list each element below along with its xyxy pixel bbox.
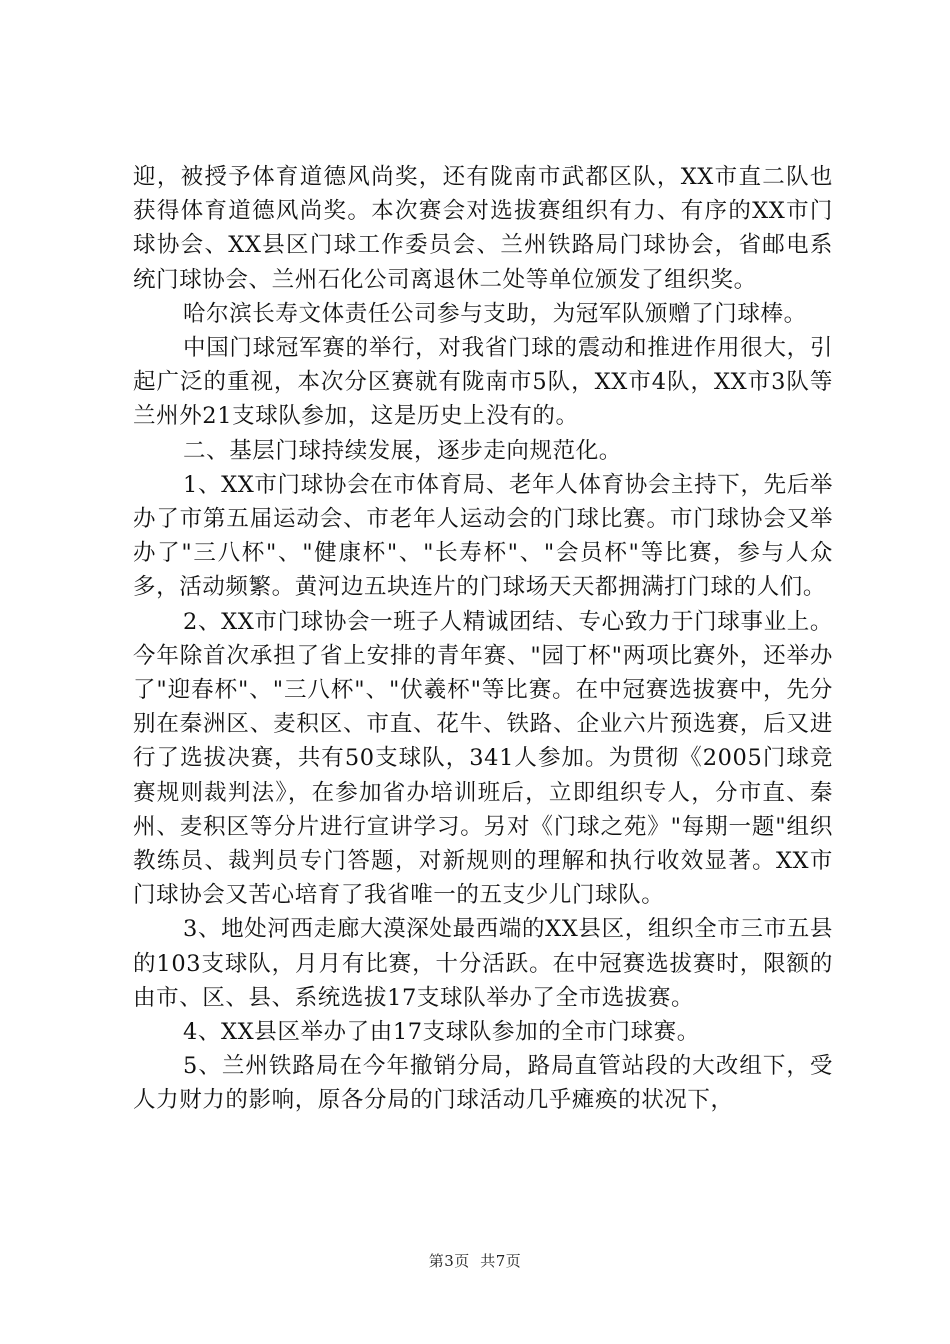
page-number: 第3页 共7页	[428, 1252, 522, 1270]
paragraph-item-5: 5、兰州铁路局在今年撤销分局，路局直管站段的大改组下，受人力财力的影响，原各分局的门球活动几乎瘫痪的状况下，	[133, 1053, 833, 1114]
paragraph-item-3: 3、地处河西走廊大漠深处最西端的XX县区，组织全市三市五县的103支球队，月月有比赛，十分活跃。在中冠赛选拔赛时，限额的由市、区、县、系统选拔17支球队举办了全市选拔赛。	[133, 916, 833, 1011]
paragraph-3: 中国门球冠军赛的举行，对我省门球的震动和推进作用很大，引起广泛的重视，本次分区赛就有陇南市5队，XX市4队，XX市3队等兰州外21支球队参加，这是历史上没有的。	[133, 335, 833, 430]
paragraph-item-4: 4、XX县区举办了由17支球队参加的全市门球赛。	[183, 1019, 700, 1046]
section-heading: 二、基层门球持续发展，逐步走向规范化。	[183, 437, 622, 464]
document-body	[133, 160, 833, 1118]
paragraph-2: 哈尔滨长寿文体责任公司参与支助，为冠军队颁赠了门球棒。	[183, 300, 807, 327]
paragraph-item-1: 1、XX市门球协会在市体育局、老年人体育协会主持下，先后举办了市第五届运动会、市老年人运动会的门球比赛。市门球协会又举办了"三八杯"、"健康杯"、"长寿杯"、"会员杯"等比赛，参与人众多，活动频繁。黄河边五块连片的门球场天天都拥满打门球的人们。	[133, 471, 833, 601]
paragraph-1: 迎，被授予体育道德风尚奖，还有陇南市武都区队，XX市直二队也获得体育道德风尚奖。本次赛会对选拔赛组织有力、有序的XX市门球协会、XX县区门球工作委员会、兰州铁路局门球协会，省邮电系统门球协会、兰州石化公司离退休二处等单位颁发了组织奖。	[133, 164, 833, 293]
paragraph-item-2: 2、XX市门球协会一班子人精诚团结、专心致力于门球事业上。今年除首次承担了省上安排的青年赛、"园丁杯"两项比赛外，还举办了"迎春杯"、"三八杯"、"伏羲杯"等比赛。在中冠赛选拔赛中，先分别在秦洲区、麦积区、市直、花牛、铁路、企业六片预选赛，后又进行了选拔决赛，共有50支球队，341人参加。为贯彻《2005门球竞赛规则裁判法》，在参加省办培训班后，立即组织专人，分市直、秦州、麦积区等分片进行宣讲学习。另对《门球之苑》"每期一题"组织教练员、裁判员专门答题，对新规则的理解和执行收效显著。XX市门球协会又苦心培育了我省唯一的五支少儿门球队。	[133, 608, 833, 909]
page-footer	[0, 1250, 950, 1271]
